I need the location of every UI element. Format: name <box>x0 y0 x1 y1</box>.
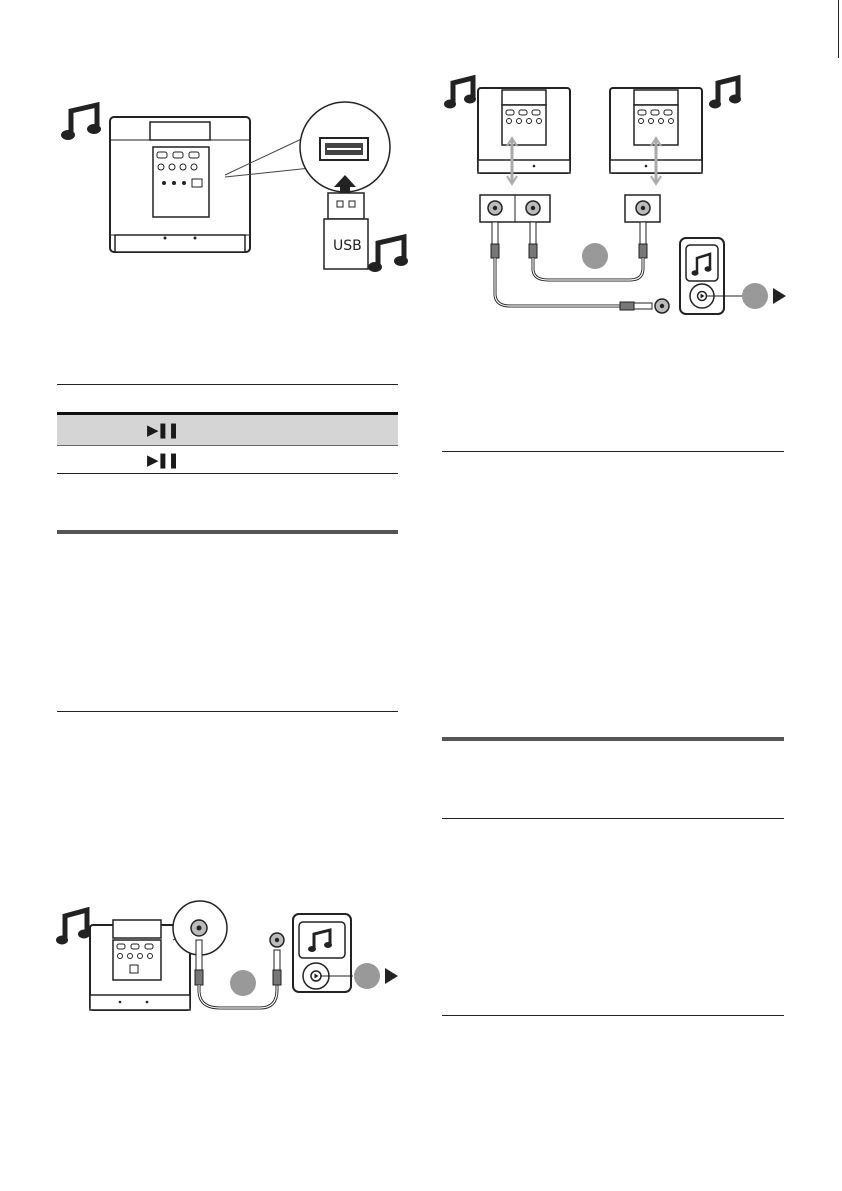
table-row <box>57 446 398 473</box>
step-marker-2 <box>742 283 768 309</box>
music-player-icon <box>680 238 724 314</box>
play-arrow-icon <box>385 968 398 984</box>
section-rule <box>57 711 398 712</box>
table-top-rule <box>57 384 398 385</box>
music-note-icon <box>444 78 476 109</box>
table-bottom-rule <box>57 473 398 474</box>
margin-mark <box>838 0 839 58</box>
speaker-icon <box>478 88 570 173</box>
play-pause-icon: ▶❚❚ <box>147 451 178 469</box>
usb-stick-icon <box>324 193 368 269</box>
step-marker-1 <box>582 243 608 269</box>
section-heading-rule <box>442 737 784 741</box>
step-marker-2 <box>354 963 380 989</box>
usb-label: USB <box>333 238 362 254</box>
section-heading-rule <box>57 530 398 534</box>
section-rule <box>442 451 784 452</box>
play-arrow-icon <box>773 288 786 304</box>
music-player-icon <box>293 914 351 992</box>
play-pause-icon: ▶❚❚ <box>147 421 178 439</box>
music-note-icon <box>368 237 408 272</box>
music-note-icon <box>61 105 101 140</box>
party-connection-illustration <box>440 70 790 325</box>
usb-connection-illustration <box>55 95 405 275</box>
music-note-icon <box>709 78 741 109</box>
section-rule <box>442 818 784 819</box>
section-rule <box>442 1015 784 1016</box>
step-marker-1 <box>230 970 256 996</box>
speaker-icon <box>110 117 250 252</box>
table-row <box>57 415 398 445</box>
music-note-icon <box>56 910 90 945</box>
audio-in-connection-illustration <box>55 890 405 1020</box>
usb-port-icon <box>320 138 368 160</box>
